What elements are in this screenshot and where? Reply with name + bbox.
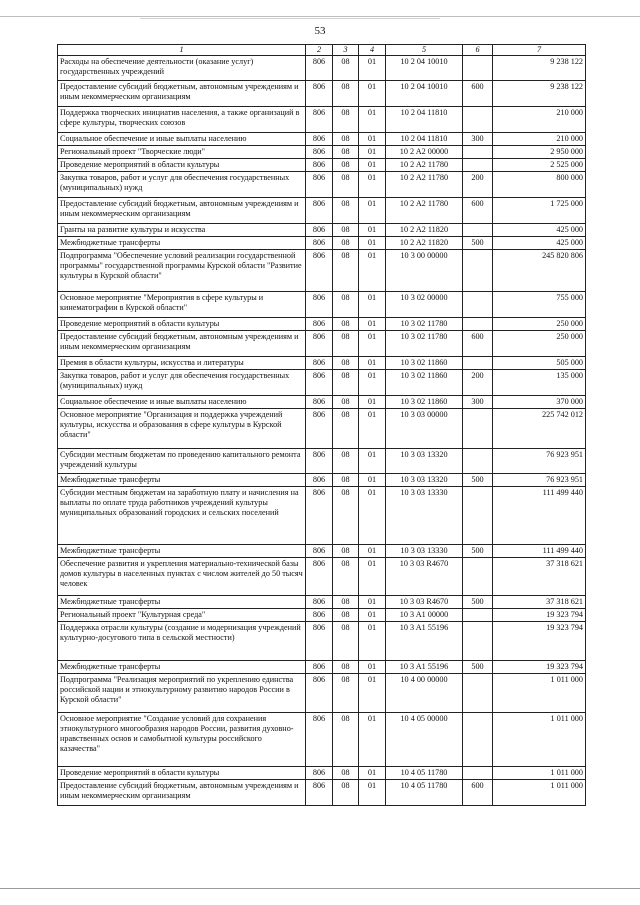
header-col-7: 7 — [493, 45, 586, 56]
cell-csr: 10 2 04 11810 — [386, 133, 463, 146]
table-row — [58, 56, 586, 81]
table-row — [58, 133, 586, 146]
cell-sum: 19 323 794 — [493, 609, 586, 622]
cell-sum: 755 000 — [493, 292, 586, 318]
cell-sum: 76 923 951 — [493, 474, 586, 487]
cell-csr: 10 4 00 00000 — [386, 674, 463, 713]
cell-name: Закупка товаров, работ и услуг для обеспечения государственных (муниципальных) нужд — [58, 172, 306, 198]
cell-vr: 300 — [463, 396, 493, 409]
cell-rz: 08 — [333, 133, 359, 146]
cell-name: Проведение мероприятий в области культуры — [58, 318, 306, 331]
cell-vr — [463, 56, 493, 81]
cell-rz: 08 — [333, 474, 359, 487]
cell-ved: 806 — [306, 292, 333, 318]
table-row — [58, 81, 586, 107]
cell-pr: 01 — [359, 545, 386, 558]
cell-csr: 10 3 02 11860 — [386, 396, 463, 409]
cell-rz: 08 — [333, 661, 359, 674]
cell-csr: 10 2 A2 11780 — [386, 172, 463, 198]
cell-ved: 806 — [306, 357, 333, 370]
table-row — [58, 159, 586, 172]
cell-vr — [463, 449, 493, 474]
table-row — [58, 331, 586, 357]
cell-rz: 08 — [333, 146, 359, 159]
header-col-4: 4 — [359, 45, 386, 56]
table-row — [58, 224, 586, 237]
cell-vr — [463, 674, 493, 713]
cell-vr — [463, 318, 493, 331]
cell-csr: 10 2 A2 11780 — [386, 159, 463, 172]
cell-csr: 10 3 03 13320 — [386, 474, 463, 487]
table-row — [58, 545, 586, 558]
cell-sum: 9 238 122 — [493, 56, 586, 81]
table-row — [58, 767, 586, 780]
cell-name: Социальное обеспечение и иные выплаты населению — [58, 396, 306, 409]
scan-border-top-secondary — [140, 18, 440, 19]
cell-ved: 806 — [306, 474, 333, 487]
cell-csr: 10 3 A1 00000 — [386, 609, 463, 622]
cell-pr: 01 — [359, 172, 386, 198]
cell-csr: 10 3 03 R4670 — [386, 596, 463, 609]
cell-name: Проведение мероприятий в области культуры — [58, 159, 306, 172]
cell-name: Основное мероприятие "Организация и поддержка учреждений культуры, искусства и образования в сфере культуры в Курской области" — [58, 409, 306, 449]
cell-name: Обеспечение развития и укрепления материально-технической базы домов культуры в населенных пунктах с числом жителей до 50 тысяч человек — [58, 558, 306, 596]
table-row — [58, 237, 586, 250]
cell-ved: 806 — [306, 237, 333, 250]
cell-sum: 135 000 — [493, 370, 586, 396]
cell-ved: 806 — [306, 622, 333, 661]
table-row — [58, 396, 586, 409]
cell-ved: 806 — [306, 370, 333, 396]
table-row — [58, 172, 586, 198]
cell-sum: 2 525 000 — [493, 159, 586, 172]
cell-vr: 500 — [463, 545, 493, 558]
budget-table — [57, 44, 586, 806]
cell-csr: 10 2 04 10010 — [386, 56, 463, 81]
cell-ved: 806 — [306, 409, 333, 449]
table-row — [58, 487, 586, 545]
cell-csr: 10 4 05 11780 — [386, 767, 463, 780]
cell-ved: 806 — [306, 56, 333, 81]
table-row — [58, 622, 586, 661]
table-row — [58, 107, 586, 133]
cell-vr — [463, 409, 493, 449]
cell-pr: 01 — [359, 198, 386, 224]
cell-sum: 37 318 621 — [493, 558, 586, 596]
cell-sum: 76 923 951 — [493, 449, 586, 474]
cell-name: Субсидии местным бюджетам на заработную плату и начисления на выплаты по оплате труда работников учреждений культуры муниципальных образований городских и сельских поселений — [58, 487, 306, 545]
cell-rz: 08 — [333, 713, 359, 767]
cell-ved: 806 — [306, 713, 333, 767]
cell-csr: 10 3 03 R4670 — [386, 558, 463, 596]
table-row — [58, 250, 586, 292]
scan-border-bottom — [0, 888, 640, 889]
table-row — [58, 474, 586, 487]
cell-vr: 200 — [463, 172, 493, 198]
cell-sum: 2 950 000 — [493, 146, 586, 159]
table-row — [58, 596, 586, 609]
cell-pr: 01 — [359, 56, 386, 81]
cell-csr: 10 3 00 00000 — [386, 250, 463, 292]
cell-ved: 806 — [306, 250, 333, 292]
cell-rz: 08 — [333, 449, 359, 474]
cell-vr — [463, 767, 493, 780]
cell-vr — [463, 357, 493, 370]
table-row — [58, 370, 586, 396]
table-body — [58, 56, 586, 806]
cell-vr: 500 — [463, 474, 493, 487]
cell-name: Поддержка отрасли культуры (создание и модернизация учреждений культурно-досугового типа в сельской местности) — [58, 622, 306, 661]
table-row — [58, 661, 586, 674]
cell-ved: 806 — [306, 780, 333, 806]
cell-pr: 01 — [359, 292, 386, 318]
cell-vr — [463, 146, 493, 159]
cell-vr — [463, 622, 493, 661]
cell-sum: 210 000 — [493, 133, 586, 146]
cell-pr: 01 — [359, 318, 386, 331]
cell-csr: 10 3 A1 55196 — [386, 661, 463, 674]
cell-sum: 250 000 — [493, 331, 586, 357]
cell-ved: 806 — [306, 172, 333, 198]
cell-sum: 1 011 000 — [493, 713, 586, 767]
cell-rz: 08 — [333, 487, 359, 545]
cell-csr: 10 3 02 11860 — [386, 357, 463, 370]
cell-ved: 806 — [306, 609, 333, 622]
cell-sum: 111 499 440 — [493, 487, 586, 545]
table-row — [58, 409, 586, 449]
cell-vr: 500 — [463, 237, 493, 250]
cell-ved: 806 — [306, 545, 333, 558]
cell-csr: 10 3 A1 55196 — [386, 622, 463, 661]
cell-csr: 10 3 03 13330 — [386, 545, 463, 558]
cell-ved: 806 — [306, 331, 333, 357]
cell-name: Премия в области культуры, искусства и литературы — [58, 357, 306, 370]
cell-csr: 10 3 03 13330 — [386, 487, 463, 545]
cell-name: Социальное обеспечение и иные выплаты населению — [58, 133, 306, 146]
cell-sum: 245 820 806 — [493, 250, 586, 292]
cell-pr: 01 — [359, 370, 386, 396]
cell-rz: 08 — [333, 780, 359, 806]
cell-sum: 800 000 — [493, 172, 586, 198]
cell-vr — [463, 250, 493, 292]
cell-rz: 08 — [333, 767, 359, 780]
cell-vr — [463, 292, 493, 318]
cell-csr: 10 2 A2 11820 — [386, 237, 463, 250]
cell-vr — [463, 609, 493, 622]
cell-ved: 806 — [306, 224, 333, 237]
cell-name: Межбюджетные трансферты — [58, 596, 306, 609]
cell-pr: 01 — [359, 713, 386, 767]
cell-name: Предоставление субсидий бюджетным, автономным учреждениям и иным некоммерческим организациям — [58, 81, 306, 107]
cell-name: Подпрограмма "Реализация мероприятий по укреплению единства российской нации и этнокультурному развитию народов России в Курской области" — [58, 674, 306, 713]
cell-ved: 806 — [306, 107, 333, 133]
header-col-1: 1 — [58, 45, 306, 56]
cell-name: Субсидии местным бюджетам по проведению капитального ремонта учреждений культуры — [58, 449, 306, 474]
cell-sum: 1 011 000 — [493, 767, 586, 780]
header-col-6: 6 — [463, 45, 493, 56]
cell-vr: 300 — [463, 133, 493, 146]
cell-pr: 01 — [359, 449, 386, 474]
header-col-5: 5 — [386, 45, 463, 56]
cell-name: Региональный проект "Творческие люди" — [58, 146, 306, 159]
cell-name: Основное мероприятие "Создание условий для сохранения этнокультурного многообразия народов России, развития духовно-нравственных основ и самобытной культуры российского казачества" — [58, 713, 306, 767]
cell-ved: 806 — [306, 674, 333, 713]
table-row — [58, 357, 586, 370]
cell-sum: 1 011 000 — [493, 780, 586, 806]
cell-name: Межбюджетные трансферты — [58, 545, 306, 558]
table-row — [58, 674, 586, 713]
cell-rz: 08 — [333, 558, 359, 596]
table-row — [58, 780, 586, 806]
cell-sum: 37 318 621 — [493, 596, 586, 609]
cell-rz: 08 — [333, 596, 359, 609]
cell-ved: 806 — [306, 159, 333, 172]
cell-name: Закупка товаров, работ и услуг для обеспечения государственных (муниципальных) нужд — [58, 370, 306, 396]
cell-pr: 01 — [359, 767, 386, 780]
table-row — [58, 146, 586, 159]
cell-csr: 10 2 04 10010 — [386, 81, 463, 107]
cell-sum: 425 000 — [493, 237, 586, 250]
cell-vr — [463, 159, 493, 172]
cell-name: Проведение мероприятий в области культуры — [58, 767, 306, 780]
cell-sum: 111 499 440 — [493, 545, 586, 558]
cell-pr: 01 — [359, 396, 386, 409]
cell-pr: 01 — [359, 487, 386, 545]
cell-csr: 10 3 03 13320 — [386, 449, 463, 474]
cell-sum: 370 000 — [493, 396, 586, 409]
cell-pr: 01 — [359, 237, 386, 250]
cell-ved: 806 — [306, 133, 333, 146]
cell-rz: 08 — [333, 545, 359, 558]
cell-pr: 01 — [359, 780, 386, 806]
cell-csr: 10 2 04 11810 — [386, 107, 463, 133]
header-col-3: 3 — [333, 45, 359, 56]
cell-pr: 01 — [359, 409, 386, 449]
table-row — [58, 198, 586, 224]
cell-rz: 08 — [333, 107, 359, 133]
cell-ved: 806 — [306, 318, 333, 331]
cell-ved: 806 — [306, 487, 333, 545]
cell-sum: 505 000 — [493, 357, 586, 370]
cell-pr: 01 — [359, 224, 386, 237]
cell-vr: 500 — [463, 596, 493, 609]
cell-rz: 08 — [333, 331, 359, 357]
cell-csr: 10 2 A2 00000 — [386, 146, 463, 159]
cell-name: Гранты на развитие культуры и искусства — [58, 224, 306, 237]
cell-vr: 600 — [463, 780, 493, 806]
cell-pr: 01 — [359, 107, 386, 133]
table-row — [58, 609, 586, 622]
cell-vr — [463, 107, 493, 133]
cell-sum: 19 323 794 — [493, 622, 586, 661]
table-header-row — [58, 45, 586, 56]
cell-rz: 08 — [333, 674, 359, 713]
cell-pr: 01 — [359, 474, 386, 487]
cell-ved: 806 — [306, 198, 333, 224]
cell-rz: 08 — [333, 370, 359, 396]
cell-csr: 10 3 02 11860 — [386, 370, 463, 396]
cell-name: Межбюджетные трансферты — [58, 474, 306, 487]
cell-pr: 01 — [359, 331, 386, 357]
cell-rz: 08 — [333, 357, 359, 370]
table-row — [58, 318, 586, 331]
cell-vr — [463, 224, 493, 237]
cell-sum: 19 323 794 — [493, 661, 586, 674]
cell-csr: 10 3 03 00000 — [386, 409, 463, 449]
cell-rz: 08 — [333, 56, 359, 81]
cell-vr: 500 — [463, 661, 493, 674]
cell-vr: 600 — [463, 81, 493, 107]
cell-name: Подпрограмма "Обеспечение условий реализации государственной программы" государственной программы Курской области "Развитие культуры в Курской области" — [58, 250, 306, 292]
cell-ved: 806 — [306, 81, 333, 107]
cell-pr: 01 — [359, 558, 386, 596]
cell-rz: 08 — [333, 81, 359, 107]
cell-ved: 806 — [306, 396, 333, 409]
cell-pr: 01 — [359, 133, 386, 146]
cell-rz: 08 — [333, 396, 359, 409]
table-row — [58, 713, 586, 767]
cell-csr: 10 2 A2 11780 — [386, 198, 463, 224]
cell-csr: 10 4 05 11780 — [386, 780, 463, 806]
cell-rz: 08 — [333, 250, 359, 292]
cell-sum: 250 000 — [493, 318, 586, 331]
cell-rz: 08 — [333, 318, 359, 331]
table-row — [58, 292, 586, 318]
page-number: 53 — [314, 25, 326, 37]
cell-rz: 08 — [333, 237, 359, 250]
table-row — [58, 449, 586, 474]
cell-sum: 1 725 000 — [493, 198, 586, 224]
cell-vr: 600 — [463, 198, 493, 224]
scan-border-top — [0, 16, 640, 17]
cell-ved: 806 — [306, 449, 333, 474]
cell-ved: 806 — [306, 596, 333, 609]
cell-pr: 01 — [359, 609, 386, 622]
cell-vr — [463, 487, 493, 545]
cell-rz: 08 — [333, 224, 359, 237]
cell-rz: 08 — [333, 159, 359, 172]
cell-name: Расходы на обеспечение деятельности (оказание услуг) государственных учреждений — [58, 56, 306, 81]
cell-rz: 08 — [333, 622, 359, 661]
cell-rz: 08 — [333, 409, 359, 449]
cell-name: Межбюджетные трансферты — [58, 661, 306, 674]
cell-pr: 01 — [359, 159, 386, 172]
cell-csr: 10 4 05 00000 — [386, 713, 463, 767]
cell-sum: 425 000 — [493, 224, 586, 237]
cell-pr: 01 — [359, 81, 386, 107]
cell-pr: 01 — [359, 596, 386, 609]
cell-sum: 225 742 012 — [493, 409, 586, 449]
cell-name: Поддержка творческих инициатив населения, а также организаций в сфере культуры, творческих союзов — [58, 107, 306, 133]
cell-csr: 10 3 02 11780 — [386, 318, 463, 331]
cell-pr: 01 — [359, 622, 386, 661]
cell-name: Основное мероприятие "Мероприятия в сфере культуры и кинематографии в Курской области" — [58, 292, 306, 318]
cell-vr — [463, 713, 493, 767]
cell-name: Межбюджетные трансферты — [58, 237, 306, 250]
header-col-2: 2 — [306, 45, 333, 56]
cell-csr: 10 2 A2 11820 — [386, 224, 463, 237]
cell-sum: 9 238 122 — [493, 81, 586, 107]
cell-csr: 10 3 02 00000 — [386, 292, 463, 318]
cell-vr: 600 — [463, 331, 493, 357]
cell-vr: 200 — [463, 370, 493, 396]
cell-csr: 10 3 02 11780 — [386, 331, 463, 357]
cell-pr: 01 — [359, 250, 386, 292]
cell-pr: 01 — [359, 661, 386, 674]
cell-name: Предоставление субсидий бюджетным, автономным учреждениям и иным некоммерческим организациям — [58, 780, 306, 806]
cell-vr — [463, 558, 493, 596]
cell-name: Региональный проект "Культурная среда" — [58, 609, 306, 622]
cell-ved: 806 — [306, 558, 333, 596]
cell-rz: 08 — [333, 609, 359, 622]
cell-pr: 01 — [359, 146, 386, 159]
cell-rz: 08 — [333, 198, 359, 224]
cell-ved: 806 — [306, 767, 333, 780]
cell-sum: 1 011 000 — [493, 674, 586, 713]
cell-name: Предоставление субсидий бюджетным, автономным учреждениям и иным некоммерческим организациям — [58, 198, 306, 224]
cell-ved: 806 — [306, 661, 333, 674]
cell-name: Предоставление субсидий бюджетным, автономным учреждениям и иным некоммерческим организациям — [58, 331, 306, 357]
cell-rz: 08 — [333, 172, 359, 198]
cell-ved: 806 — [306, 146, 333, 159]
cell-sum: 210 000 — [493, 107, 586, 133]
cell-pr: 01 — [359, 674, 386, 713]
cell-pr: 01 — [359, 357, 386, 370]
table-row — [58, 558, 586, 596]
cell-rz: 08 — [333, 292, 359, 318]
